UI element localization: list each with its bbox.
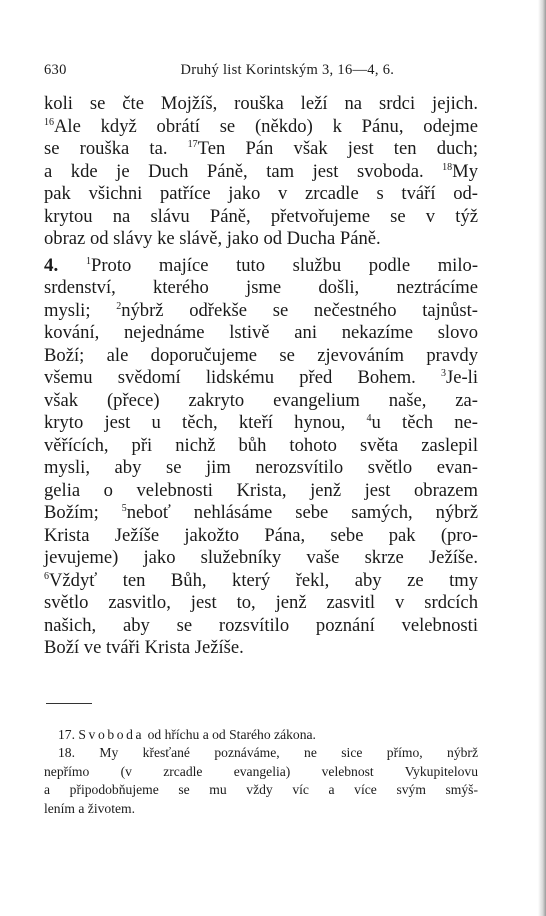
verse-number: 1 xyxy=(85,255,91,267)
footnote-line xyxy=(44,726,478,745)
text-line xyxy=(44,277,478,300)
text-run: Boží; ale doporučujeme se zjevováním pravdy xyxy=(44,344,478,366)
verse-number: 3 xyxy=(440,368,446,379)
text-run: se rouška ta. xyxy=(44,138,188,159)
passage-4-1-6 xyxy=(44,255,478,660)
text-line xyxy=(44,367,478,390)
text-run: koli se čte Mojžíš, rouška leží na srdci jejich. xyxy=(44,93,478,114)
footnote-line xyxy=(44,744,478,763)
text-run: a kde je Duch Páně, tam jest svoboda. xyxy=(44,160,443,182)
text-line xyxy=(44,300,478,323)
text-line xyxy=(44,435,478,458)
text-run: mysli, aby se jim nerozsvítilo světlo evan- xyxy=(44,457,478,478)
text-line xyxy=(44,345,478,368)
verse-number: 2 xyxy=(116,300,122,312)
text-line xyxy=(44,457,478,480)
text-line xyxy=(44,637,478,660)
text-run: mysli; xyxy=(44,299,117,321)
verse-number: 4 xyxy=(366,413,372,424)
text-line xyxy=(44,93,478,116)
running-title: Druhý list Korintským 3, 16—4, 6. xyxy=(180,62,395,78)
text-run: Ten Pán však jest ten duch; xyxy=(197,138,478,159)
book-page xyxy=(44,60,478,818)
footnote-line xyxy=(44,800,478,819)
text-run: Ale když obrátí se (někdo) k Pánu, odejme xyxy=(54,115,478,137)
verse-number: 16 xyxy=(44,116,54,128)
text-run: Boží ve tváři Krista Ježíše. xyxy=(44,637,244,658)
text-run: My xyxy=(452,160,478,182)
verse-number: 17 xyxy=(187,139,198,150)
text-run: 17. xyxy=(58,726,79,742)
text-run: nýbrž odřekše se nečestného tajnůst- xyxy=(121,299,478,321)
text-line xyxy=(44,255,478,278)
text-run: kování, nejednáme lstivě ani nekazíme slovo xyxy=(44,322,478,343)
text-run: Krista Ježíše jakožto Pána, sebe pak (pro- xyxy=(44,524,478,546)
text-line xyxy=(44,206,478,229)
text-run: srdenství, kterého jsme došli, neztrácíme xyxy=(44,277,478,298)
text-run: od hříchu a od Starého zákona. xyxy=(144,726,316,742)
text-run: Božím; xyxy=(44,502,122,523)
text-line xyxy=(44,480,478,503)
passage-3-16-18 xyxy=(44,93,478,251)
text-run: krytou na slávu Páně, přetvořujeme se v týž xyxy=(44,205,478,227)
verse-number: 6 xyxy=(44,570,49,582)
text-run: jevujeme) jako služebníky vaše skrze Ježíše. xyxy=(44,547,478,568)
text-line xyxy=(44,502,478,525)
footnote-line xyxy=(44,763,478,782)
text-run: světlo zasvitlo, jest to, jenž zasvitl v srdcích xyxy=(44,592,478,613)
text-run: neboť nehlásáme sebe samých, nýbrž xyxy=(126,502,478,523)
footnote-separator xyxy=(46,703,92,704)
footnotes xyxy=(44,726,478,819)
text-run: Je-li xyxy=(445,367,478,388)
text-run: věřících, při nichž bůh tohoto světa zaslepil xyxy=(44,434,478,456)
text-line xyxy=(44,322,478,345)
text-line xyxy=(44,547,478,570)
verse-number: 5 xyxy=(121,503,127,514)
text-line xyxy=(44,390,478,413)
spaced-term: Svoboda xyxy=(78,726,145,742)
verse-number: 18 xyxy=(442,161,453,173)
text-line xyxy=(44,592,478,615)
page-edge-shadow xyxy=(538,0,546,916)
text-run: 18. My křesťané poznáváme, ne sice přímo, nýbrž xyxy=(58,745,478,760)
text-run: Vždyť ten Bůh, který řekl, aby ze tmy xyxy=(49,569,478,591)
footnote-line xyxy=(44,781,478,800)
text-line xyxy=(44,228,478,251)
main-text xyxy=(44,93,478,660)
text-run: gelia o velebnosti Krista, jenž jest obrazem xyxy=(44,479,478,501)
text-run: u těch ne- xyxy=(371,412,478,433)
text-line xyxy=(44,183,478,206)
text-line xyxy=(44,116,478,139)
text-line xyxy=(44,525,478,548)
text-run: Proto majíce tuto službu podle milo- xyxy=(90,254,479,276)
text-run: obraz od slávy ke slávě, jako od Ducha Páně. xyxy=(44,228,381,249)
text-line xyxy=(44,615,478,638)
running-header xyxy=(44,60,478,79)
text-run: všemu svědomí lidskému před Bohem. xyxy=(44,367,441,388)
text-line xyxy=(44,570,478,593)
text-run: kryto jest u těch, kteří hynou, xyxy=(44,412,367,433)
text-run: našich, aby se rozsvítilo poznání velebnosti xyxy=(44,614,478,636)
text-line xyxy=(44,138,478,161)
text-run: lením a životem. xyxy=(44,800,135,816)
text-line xyxy=(44,412,478,435)
text-run: však (přece) zakryto evangelium naše, za- xyxy=(44,389,478,411)
text-run: pak všichni patříce jako v zrcadle s tváří od- xyxy=(44,183,478,204)
page-number: 630 xyxy=(44,62,67,78)
chapter-number: 4. xyxy=(44,254,86,276)
text-run: nepřímo (v zrcadle evangelia) velebnost Vykupitelovu xyxy=(44,763,478,779)
text-line xyxy=(44,161,478,184)
text-run: a připodobňujeme se mu vždy víc a více svým smýš- xyxy=(44,782,478,797)
